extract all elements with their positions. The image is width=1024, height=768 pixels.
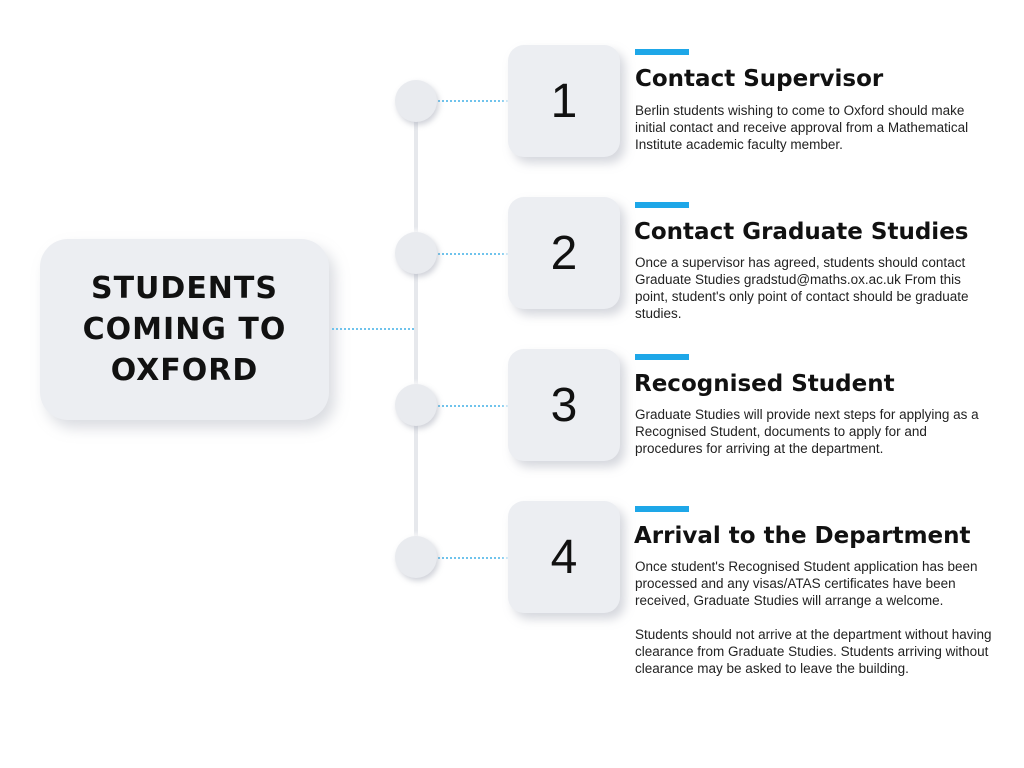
step-2-accent-bar — [635, 202, 689, 208]
step-1-title: Contact Supervisor — [635, 66, 884, 92]
main-connector — [332, 328, 414, 330]
step-2-number-box — [508, 197, 620, 309]
step-1-number: 1 — [550, 74, 578, 128]
step-4-number: 4 — [550, 530, 578, 584]
step-2-description — [635, 254, 995, 322]
step-3-accent-bar — [635, 354, 689, 360]
step-2-title: Contact Graduate Studies — [634, 219, 969, 245]
step-3-description — [635, 406, 995, 457]
step-3-title: Recognised Student — [634, 371, 895, 397]
step-4-accent-bar — [635, 506, 689, 512]
step-4-connector — [438, 557, 508, 559]
step-1-accent-bar — [635, 49, 689, 55]
timeline-spine — [414, 100, 418, 556]
main-topic-line-2: COMING TO — [82, 312, 287, 347]
step-4-node — [395, 536, 437, 578]
step-2-paragraph-1: Once a supervisor has agreed, students should contact Graduate Studies gradstud@maths.ox.ac.uk From this point, student's only point of contact should be graduate studies. — [635, 255, 969, 321]
step-3-number: 3 — [550, 378, 578, 432]
step-2-node — [395, 232, 437, 274]
step-1-connector — [438, 100, 508, 102]
step-1-node — [395, 80, 437, 122]
main-topic-line-3: OXFORD — [110, 353, 259, 388]
step-4-title: Arrival to the Department — [634, 523, 971, 549]
step-3-paragraph-1: Graduate Studies will provide next steps for applying as a Recognised Student, documents to apply for and procedures for arriving at the department. — [635, 407, 979, 456]
step-4-paragraph-2: Students should not arrive at the department without having clearance from Graduate Studies. Students arriving without clearance may be asked to leave the building. — [635, 627, 992, 676]
step-4-paragraph-1: Once student's Recognised Student application has been processed and any visas/ATAS certificates have been received, Graduate Studies will arrange a welcome. — [635, 559, 978, 608]
step-3-connector — [438, 405, 508, 407]
step-3-node — [395, 384, 437, 426]
main-topic-box — [40, 239, 329, 420]
step-1-number-box — [508, 45, 620, 157]
step-4-description — [635, 558, 995, 677]
step-2-connector — [438, 253, 508, 255]
step-2-number: 2 — [550, 226, 578, 280]
main-topic-line-1: STUDENTS — [90, 271, 278, 306]
step-4-number-box — [508, 501, 620, 613]
step-1-description — [635, 102, 995, 153]
step-1-paragraph-1: Berlin students wishing to come to Oxford should make initial contact and receive approval from a Mathematical Institute academic faculty member. — [635, 103, 969, 152]
step-3-number-box — [508, 349, 620, 461]
